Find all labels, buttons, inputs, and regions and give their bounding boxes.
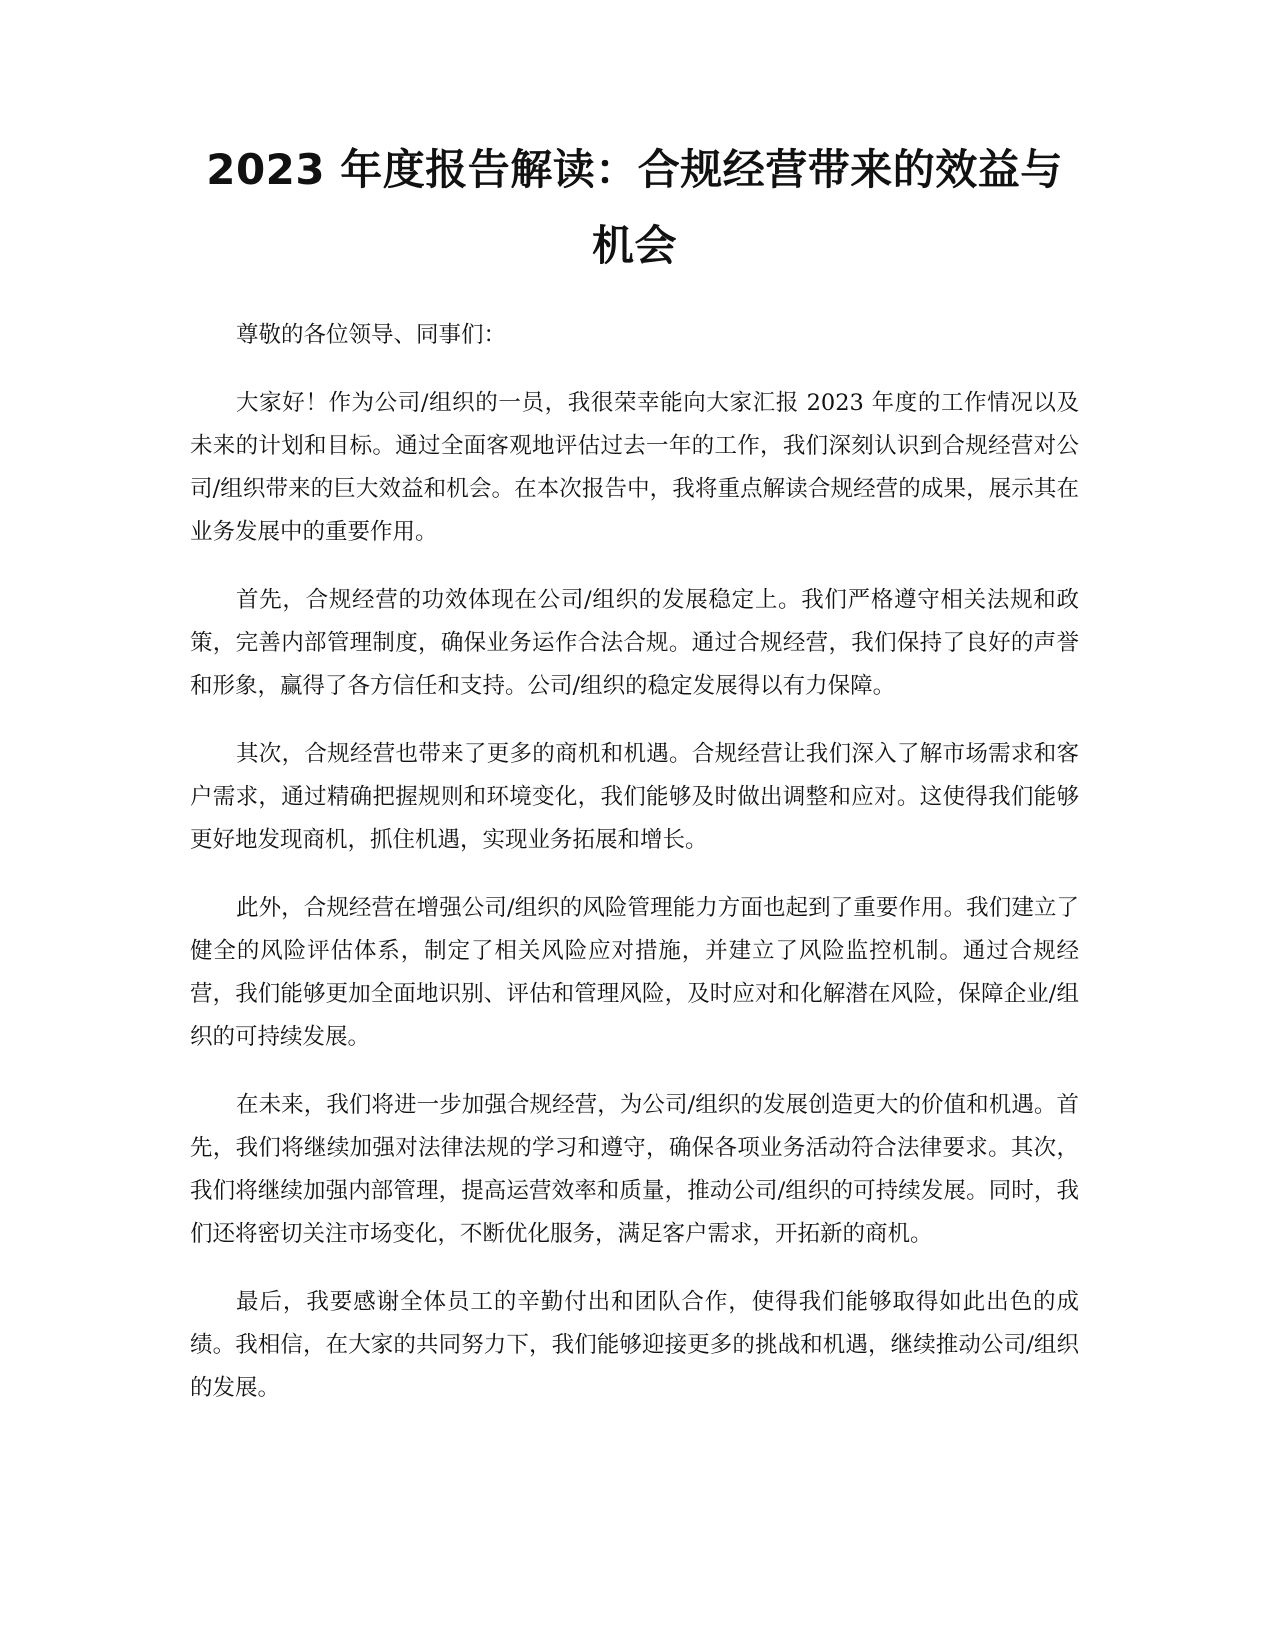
paragraph-closing: 最后，我要感谢全体员工的辛勤付出和团队合作，使得我们能够取得如此出色的成绩。我相信，在大家的共同努力下，我们能够迎接更多的挑战和机遇，继续推动公司/组织的发展。: [190, 1289, 1079, 1401]
paragraph-stability: 首先，合规经营的功效体现在公司/组织的发展稳定上。我们严格遵守相关法规和政策，完善内部管理制度，确保业务运作合法合规。通过合规经营，我们保持了良好的声誉和形象，赢得了各方信任和支持。公司/组织的稳定发展得以有力保障。: [190, 587, 1079, 699]
document-title: 2023 年度报告解读：合规经营带来的效益与机会: [206, 145, 1063, 270]
paragraph-greeting: 大家好！作为公司/组织的一员，我很荣幸能向大家汇报 2023 年度的工作情况以及未来的计划和目标。通过全面客观地评估过去一年的工作，我们深刻认识到合规经营对公司/组织带来的巨大效益和机会。在本次报告中，我将重点解读合规经营的成果，展示其在业务发展中的重要作用。: [190, 390, 1079, 545]
paragraph-risk-management: 此外，合规经营在增强公司/组织的风险管理能力方面也起到了重要作用。我们建立了健全的风险评估体系，制定了相关风险应对措施，并建立了风险监控机制。通过合规经营，我们能够更加全面地识别、评估和管理风险，及时应对和化解潜在风险，保障企业/组织的可持续发展。: [190, 895, 1079, 1050]
paragraph-salutation: 尊敬的各位领导、同事们：: [236, 322, 507, 348]
paragraph-opportunities: 其次，合规经营也带来了更多的商机和机遇。合规经营让我们深入了解市场需求和客户需求，通过精确把握规则和环境变化，我们能够及时做出调整和应对。这使得我们能够更好地发现商机，抓住机遇，实现业务拓展和增长。: [190, 741, 1079, 853]
paragraph-future-plans: 在未来，我们将进一步加强合规经营，为公司/组织的发展创造更大的价值和机遇。首先，我们将继续加强对法律法规的学习和遵守，确保各项业务活动符合法律要求。其次，我们将继续加强内部管理，提高运营效率和质量，推动公司/组织的可持续发展。同时，我们还将密切关注市场变化，不断优化服务，满足客户需求，开拓新的商机。: [190, 1092, 1079, 1247]
